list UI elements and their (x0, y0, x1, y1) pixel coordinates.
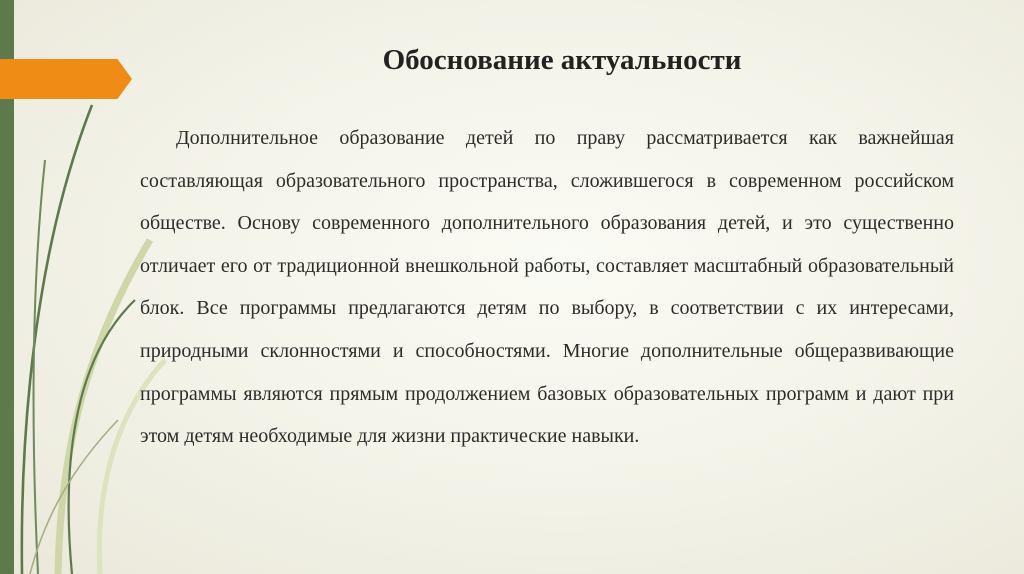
grass-stroke-2 (34, 160, 45, 574)
slide-title: Обоснование актуальности (382, 44, 742, 76)
grass-stroke-3 (58, 240, 150, 574)
body-paragraph: Дополнительное образование детей по праву рассматривается как важнейшая составляющая образовательного пространства, сложившегося в современном российском обществе. Основу современного дополнительного образования детей, и это существенно отличает его от традиционной внешкольной работы, составляет масштабный образовательный блок. Все программы предлагаются детям по выбору, в соответствии с их интересами, природными склонностями и способностями. Многие дополнительные общеразвивающие программы являются прямым продолжением базовых образовательных программ и дают при этом детям необходимые для жизни практические навыки. (140, 127, 954, 448)
